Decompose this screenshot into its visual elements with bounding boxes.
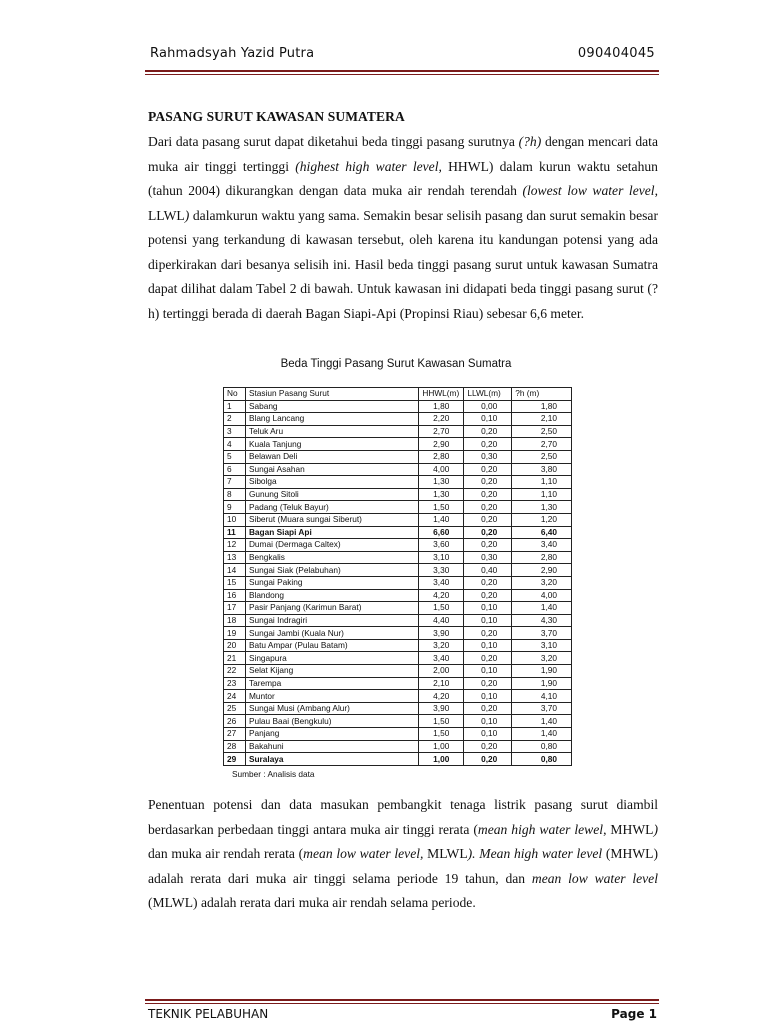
cell-hhwl: 4,00	[419, 463, 464, 476]
cell-hhwl: 1,50	[419, 728, 464, 741]
cell-delta-h: 3,70	[512, 627, 572, 640]
text-run: , MHWL	[603, 821, 654, 837]
table-row	[224, 513, 572, 526]
tide-table	[223, 387, 572, 766]
header-doc-number: 090404045	[577, 46, 655, 61]
cell-hhwl: 2,90	[419, 438, 464, 451]
table-row	[224, 564, 572, 577]
cell-station: Blang Lancang	[245, 413, 418, 426]
text-run: )	[653, 821, 658, 837]
cell-no: 26	[224, 715, 246, 728]
cell-station: Gunung Sitoli	[245, 488, 418, 501]
cell-station: Suralaya	[245, 753, 418, 766]
cell-delta-h: 1,90	[512, 677, 572, 690]
cell-station: Sungai Paking	[245, 576, 418, 589]
cell-station: Sungai Indragiri	[245, 614, 418, 627]
section-title: PASANG SURUT KAWASAN SUMATERA	[148, 109, 405, 124]
cell-llwl: 0,20	[464, 753, 512, 766]
cell-no: 15	[224, 576, 246, 589]
cell-station: Kuala Tanjung	[245, 438, 418, 451]
cell-delta-h: 1,40	[512, 728, 572, 741]
cell-hhwl: 4,20	[419, 690, 464, 703]
cell-delta-h: 0,80	[512, 753, 572, 766]
cell-station: Sungai Asahan	[245, 463, 418, 476]
table-row	[224, 639, 572, 652]
text-run: , LLWL	[148, 183, 658, 223]
cell-llwl: 0,20	[464, 627, 512, 640]
cell-station: Padang (Teluk Bayur)	[245, 501, 418, 514]
table-row	[224, 450, 572, 463]
cell-hhwl: 1,30	[419, 488, 464, 501]
text-run: MLWL	[423, 846, 468, 861]
cell-llwl: 0,10	[464, 614, 512, 627]
col-header-station: Stasiun Pasang Surut	[245, 388, 418, 401]
table-row	[224, 488, 572, 501]
cell-no: 2	[224, 413, 246, 426]
cell-hhwl: 2,00	[419, 665, 464, 678]
table-body	[224, 400, 572, 765]
cell-hhwl: 6,60	[419, 526, 464, 539]
cell-no: 14	[224, 564, 246, 577]
table-row	[224, 438, 572, 451]
cell-station: Selat Kijang	[245, 665, 418, 678]
cell-llwl: 0,20	[464, 526, 512, 539]
col-header-no: No	[224, 388, 246, 401]
cell-delta-h: 4,10	[512, 690, 572, 703]
cell-llwl: 0,20	[464, 438, 512, 451]
cell-no: 17	[224, 602, 246, 615]
cell-hhwl: 1,50	[419, 715, 464, 728]
header-rule-thin	[145, 74, 659, 75]
cell-delta-h: 1,10	[512, 488, 572, 501]
cell-no: 24	[224, 690, 246, 703]
cell-delta-h: 2,50	[512, 425, 572, 438]
cell-hhwl: 3,90	[419, 627, 464, 640]
table-row	[224, 463, 572, 476]
cell-delta-h: 1,10	[512, 476, 572, 489]
cell-hhwl: 3,30	[419, 564, 464, 577]
text-run: (MLWL) adalah rerata dari muka air rendah selama periode.	[148, 895, 476, 910]
table-row	[224, 526, 572, 539]
cell-delta-h: 4,30	[512, 614, 572, 627]
text-run: ). Mean high water level	[467, 846, 603, 861]
cell-station: Siberut (Muara sungai Siberut)	[245, 513, 418, 526]
cell-station: Bengkalis	[245, 551, 418, 564]
cell-station: Dumai (Dermaga Caltex)	[245, 539, 418, 552]
cell-station: Sungai Jambi (Kuala Nur)	[245, 627, 418, 640]
table-row	[224, 576, 572, 589]
table-row	[224, 539, 572, 552]
text-run: )	[184, 207, 190, 223]
cell-hhwl: 1,40	[419, 513, 464, 526]
intro-paragraph	[148, 130, 658, 326]
text-run: HHWL) dalam kurun waktu setahun (tahun 2004) dikurangkan dengan data muka air rendah terendah	[148, 158, 658, 198]
cell-delta-h: 3,70	[512, 702, 572, 715]
cell-llwl: 0,20	[464, 576, 512, 589]
cell-llwl: 0,20	[464, 463, 512, 476]
table-row	[224, 400, 572, 413]
text-run: mean high water lewel	[477, 821, 604, 837]
cell-llwl: 0,10	[464, 715, 512, 728]
cell-station: Teluk Aru	[245, 425, 418, 438]
cell-hhwl: 3,10	[419, 551, 464, 564]
cell-delta-h: 3,20	[512, 652, 572, 665]
cell-llwl: 0,20	[464, 539, 512, 552]
table-caption: Beda Tinggi Pasang Surut Kawasan Sumatra	[280, 358, 512, 370]
cell-delta-h: 2,10	[512, 413, 572, 426]
cell-llwl: 0,10	[464, 665, 512, 678]
text-run: mean low water level,	[303, 846, 424, 861]
cell-no: 22	[224, 665, 246, 678]
cell-hhwl: 3,40	[419, 652, 464, 665]
cell-llwl: 0,20	[464, 513, 512, 526]
table-row	[224, 728, 572, 741]
cell-delta-h: 2,90	[512, 564, 572, 577]
cell-hhwl: 3,60	[419, 539, 464, 552]
cell-llwl: 0,30	[464, 551, 512, 564]
table-row	[224, 476, 572, 489]
cell-station: Pasir Panjang (Karimun Barat)	[245, 602, 418, 615]
cell-llwl: 0,20	[464, 677, 512, 690]
cell-delta-h: 2,50	[512, 450, 572, 463]
cell-hhwl: 3,90	[419, 702, 464, 715]
cell-hhwl: 2,80	[419, 450, 464, 463]
cell-delta-h: 1,40	[512, 715, 572, 728]
closing-paragraph	[148, 793, 658, 916]
cell-delta-h: 3,10	[512, 639, 572, 652]
cell-no: 23	[224, 677, 246, 690]
cell-station: Bakahuni	[245, 740, 418, 753]
cell-no: 1	[224, 400, 246, 413]
cell-delta-h: 1,30	[512, 501, 572, 514]
footer-course: TEKNIK PELABUHAN	[148, 1007, 269, 1021]
cell-no: 3	[224, 425, 246, 438]
cell-no: 10	[224, 513, 246, 526]
table-row	[224, 413, 572, 426]
cell-station: Blandong	[245, 589, 418, 602]
table-row	[224, 753, 572, 766]
table-row	[224, 551, 572, 564]
text-run: (highest high water level,	[295, 158, 442, 174]
cell-no: 20	[224, 639, 246, 652]
cell-no: 12	[224, 539, 246, 552]
cell-delta-h: 4,00	[512, 589, 572, 602]
cell-llwl: 0,20	[464, 476, 512, 489]
cell-delta-h: 1,40	[512, 602, 572, 615]
text-run: dengan mencari data muka air tinggi tertinggi	[148, 134, 658, 174]
cell-delta-h: 3,40	[512, 539, 572, 552]
cell-no: 11	[224, 526, 246, 539]
col-header-llwl: LLWL(m)	[464, 388, 512, 401]
cell-hhwl: 2,20	[419, 413, 464, 426]
cell-hhwl: 2,10	[419, 677, 464, 690]
cell-llwl: 0,00	[464, 400, 512, 413]
cell-llwl: 0,20	[464, 425, 512, 438]
table-row	[224, 740, 572, 753]
table-row	[224, 589, 572, 602]
footer-rule-thin	[145, 1003, 659, 1004]
cell-llwl: 0,30	[464, 450, 512, 463]
cell-delta-h: 3,80	[512, 463, 572, 476]
cell-llwl: 0,20	[464, 740, 512, 753]
cell-station: Batu Ampar (Pulau Batam)	[245, 639, 418, 652]
cell-llwl: 0,20	[464, 652, 512, 665]
cell-no: 21	[224, 652, 246, 665]
table-row	[224, 501, 572, 514]
cell-hhwl: 1,00	[419, 753, 464, 766]
table-row	[224, 627, 572, 640]
cell-delta-h: 0,80	[512, 740, 572, 753]
cell-station: Muntor	[245, 690, 418, 703]
table-row	[224, 425, 572, 438]
cell-no: 18	[224, 614, 246, 627]
cell-llwl: 0,40	[464, 564, 512, 577]
cell-no: 16	[224, 589, 246, 602]
text-run: dan muka air rendah rerata (	[148, 846, 304, 861]
footer-page-number: Page 1	[611, 1007, 657, 1021]
cell-no: 29	[224, 753, 246, 766]
cell-llwl: 0,20	[464, 589, 512, 602]
cell-llwl: 0,10	[464, 690, 512, 703]
cell-delta-h: 6,40	[512, 526, 572, 539]
cell-hhwl: 4,40	[419, 614, 464, 627]
cell-hhwl: 1,80	[419, 400, 464, 413]
cell-hhwl: 2,70	[419, 425, 464, 438]
cell-llwl: 0,20	[464, 702, 512, 715]
cell-station: Sabang	[245, 400, 418, 413]
text-run: Dari data pasang surut dapat diketahui beda tinggi pasang surutnya	[148, 134, 519, 149]
table-row	[224, 614, 572, 627]
cell-hhwl: 1,30	[419, 476, 464, 489]
cell-no: 7	[224, 476, 246, 489]
cell-station: Sibolga	[245, 476, 418, 489]
cell-no: 9	[224, 501, 246, 514]
cell-hhwl: 1,50	[419, 602, 464, 615]
cell-llwl: 0,10	[464, 602, 512, 615]
cell-no: 5	[224, 450, 246, 463]
cell-station: Bagan Siapi Api	[245, 526, 418, 539]
cell-no: 19	[224, 627, 246, 640]
header-author: Rahmadsyah Yazid Putra	[150, 46, 315, 61]
cell-delta-h: 2,70	[512, 438, 572, 451]
cell-station: Tarempa	[245, 677, 418, 690]
cell-delta-h: 2,80	[512, 551, 572, 564]
table-source: Sumber : Analisis data	[232, 769, 315, 779]
table-row	[224, 702, 572, 715]
footer-rule	[145, 999, 659, 1001]
text-run: mean low water level	[531, 870, 658, 886]
table-row	[224, 652, 572, 665]
cell-station: Belawan Deli	[245, 450, 418, 463]
cell-llwl: 0,20	[464, 501, 512, 514]
cell-hhwl: 1,00	[419, 740, 464, 753]
table-row	[224, 665, 572, 678]
cell-delta-h: 1,90	[512, 665, 572, 678]
cell-station: Sungai Musi (Ambang Alur)	[245, 702, 418, 715]
cell-llwl: 0,10	[464, 728, 512, 741]
cell-no: 13	[224, 551, 246, 564]
cell-station: Pulau Baai (Bengkulu)	[245, 715, 418, 728]
cell-hhwl: 3,20	[419, 639, 464, 652]
cell-no: 27	[224, 728, 246, 741]
cell-station: Sungai Siak (Pelabuhan)	[245, 564, 418, 577]
cell-delta-h: 1,20	[512, 513, 572, 526]
cell-llwl: 0,10	[464, 639, 512, 652]
cell-no: 4	[224, 438, 246, 451]
table-row	[224, 715, 572, 728]
cell-no: 28	[224, 740, 246, 753]
table-header-row	[224, 388, 572, 401]
cell-no: 25	[224, 702, 246, 715]
text-run: (?h)	[518, 134, 542, 149]
text-run: (MHWL) adalah rerata dari muka air tinggi selama periode 19 tahun, dan	[148, 846, 658, 886]
cell-llwl: 0,20	[464, 488, 512, 501]
col-header-hhwl: HHWL(m)	[419, 388, 464, 401]
table-row	[224, 602, 572, 615]
cell-llwl: 0,10	[464, 413, 512, 426]
col-header-delta-h: ?h (m)	[512, 388, 572, 401]
cell-no: 6	[224, 463, 246, 476]
cell-hhwl: 3,40	[419, 576, 464, 589]
cell-delta-h: 1,80	[512, 400, 572, 413]
cell-hhwl: 4,20	[419, 589, 464, 602]
text-run: (lowest low water level	[522, 183, 655, 198]
text-run: dalamkurun waktu yang sama. Semakin besar selisih pasang dan surut semakin besar potensi yang terkandung di kawasan tersebut, oleh karena itu kandungan potensi yang ada diperkirakan dari besanya selisih ini. Hasil beda tinggi pasang surut untuk kawasan Sumatra dapat dilihat dalam Tabel 2 di bawah. Untuk kawasan ini didapati beda tinggi pasang surut (?h) tertinggi berada di daerah Bagan Siapi-Api (Propinsi Riau) sebesar 6,6 meter.	[148, 207, 658, 321]
cell-hhwl: 1,50	[419, 501, 464, 514]
text-run: Penentuan potensi dan data masukan pembangkit tenaga listrik pasang surut diambil berdasarkan perbedaan tinggi antara muka air tinggi rerata (	[148, 797, 658, 837]
cell-station: Singapura	[245, 652, 418, 665]
cell-station: Panjang	[245, 728, 418, 741]
header-rule	[145, 70, 659, 72]
table-row	[224, 690, 572, 703]
table-row	[224, 677, 572, 690]
cell-delta-h: 3,20	[512, 576, 572, 589]
cell-no: 8	[224, 488, 246, 501]
